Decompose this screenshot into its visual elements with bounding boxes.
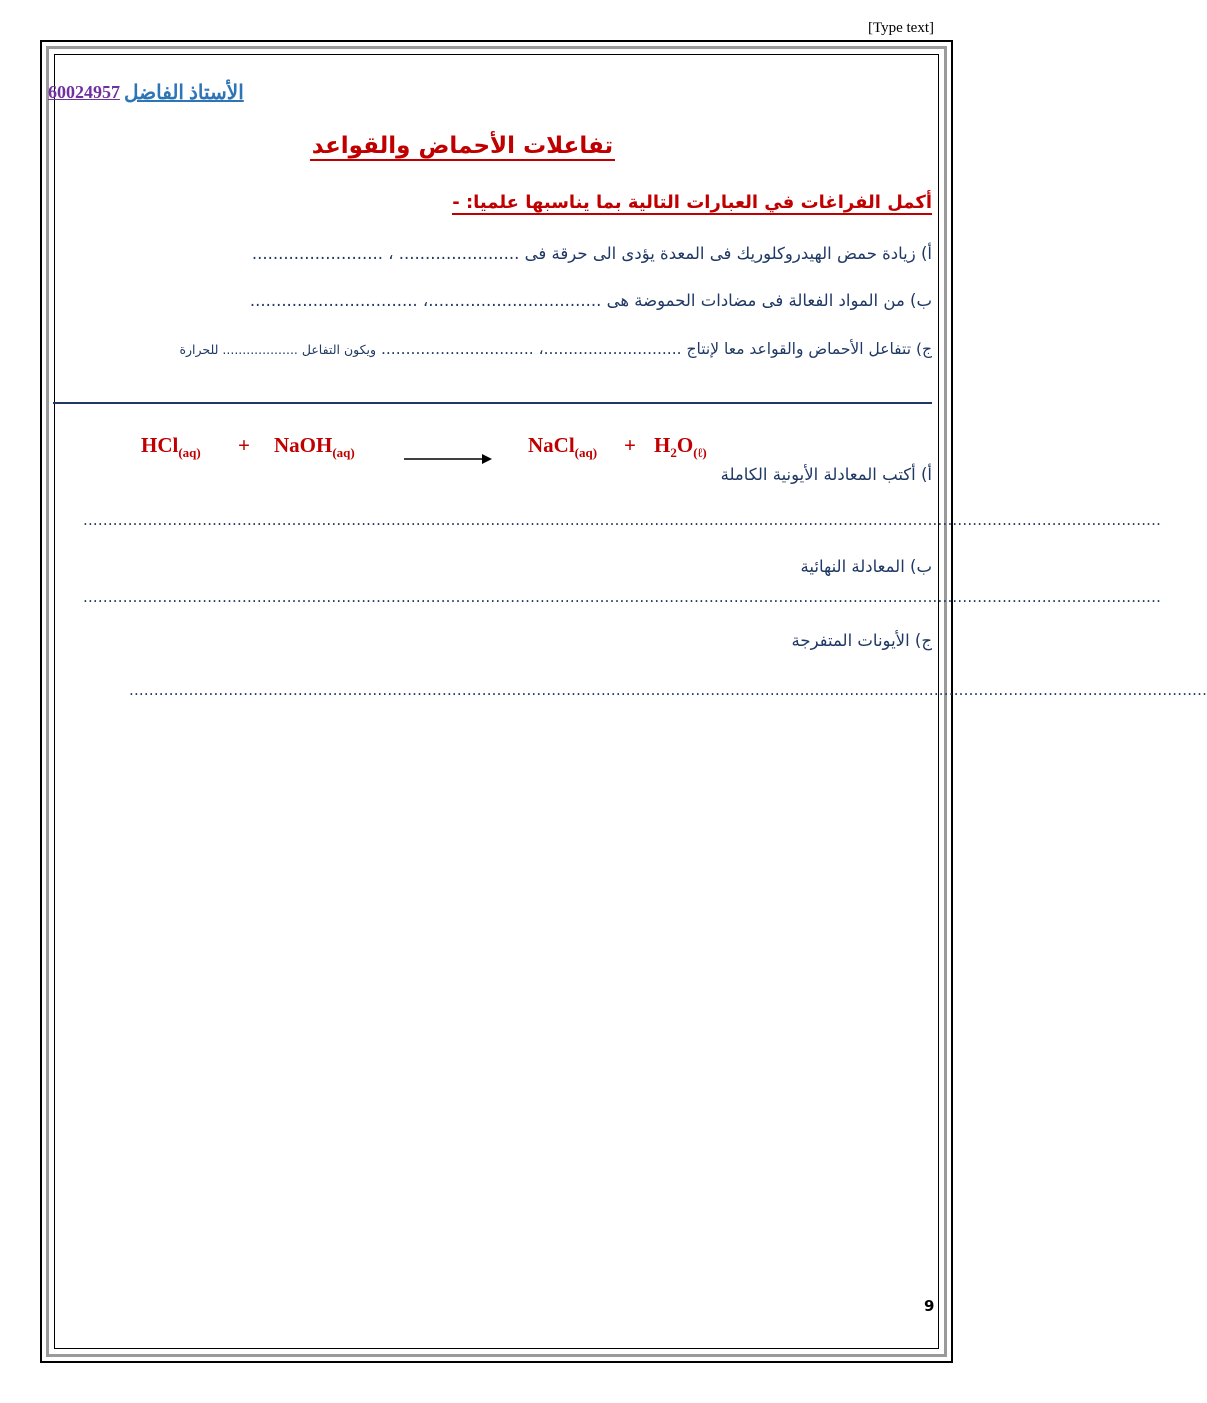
page-title: تفاعلات الأحماض والقواعد (311, 133, 614, 159)
reactant-hcl: HCl$_{(aq)}$ (141, 433, 201, 461)
teacher-logo (48, 80, 244, 105)
logo-name: الأستاذ الفاضل (124, 82, 244, 104)
reactant-naoh: NaOH$_{(aq)}$ (274, 433, 355, 461)
page-number: 9 (924, 1297, 935, 1315)
plus-sign-2: + (624, 433, 636, 457)
plus-sign-1: + (238, 433, 250, 457)
answer-line-2: ......................................................................................................................................................................................................................... (83, 588, 1162, 606)
page-title-wrap (0, 133, 992, 161)
question-a-fill: أ) زيادة حمض الهيدروكلوريك فى المعدة يؤدى الى حرقة فى ....................... ، ......................... (251, 244, 932, 263)
instruction: أكمل الفراغات في العبارات التالية بما يناسبها علميا: - (452, 192, 932, 213)
question-c-fill (179, 340, 932, 358)
question-ionic-equation: أ) أكتب المعادلة الأيونية الكاملة (720, 465, 932, 484)
question-b-fill: ب) من المواد الفعالة فى مضادات الحموضة هى .................................، ................................ (249, 291, 932, 310)
page-border (40, 40, 1207, 1363)
question-c-tail: ويكون التفاعل ................... للحرارة (179, 342, 377, 357)
answer-line-3: ......................................................................................................................................................................................................................... (129, 681, 1207, 699)
product-water: $H_2O_{(\ell)}$ (654, 433, 707, 461)
chemical-equation (0, 433, 992, 467)
answer-line-1: ......................................................................................................................................................................................................................... (83, 511, 1162, 529)
header-text: [Type text] (867, 20, 934, 36)
reaction-arrow-icon (404, 453, 492, 465)
question-net-equation: ب) المعادلة النهائية (800, 557, 932, 576)
product-nacl: NaCl$_{(aq)}$ (528, 433, 598, 461)
logo-phone: 60024957 (48, 82, 120, 102)
question-spectator-ions: ج) الأيونات المتفرجة (791, 631, 932, 650)
section-divider (53, 402, 932, 404)
question-c-main: ج) تتفاعل الأحماض والقواعد معا لإنتاج ............................، ............................... (380, 340, 932, 358)
page-border-gray (46, 46, 1207, 1357)
